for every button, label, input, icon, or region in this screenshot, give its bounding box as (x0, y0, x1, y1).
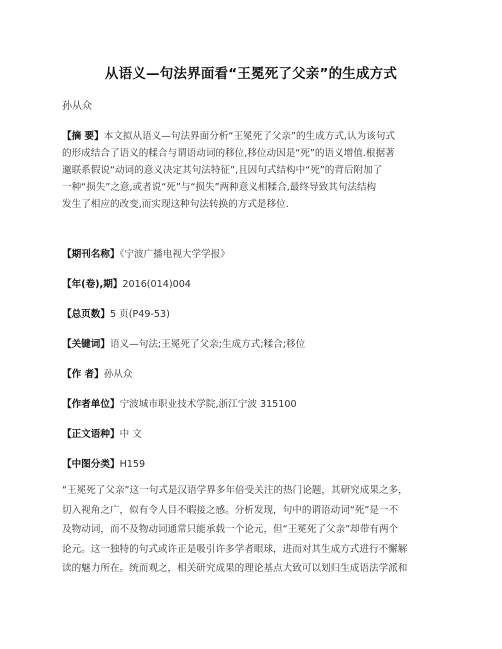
field-journal-name (62, 246, 230, 260)
body-line: 切入视角之广，似有令人目不暇接之感。分析发现，句中的谓语动词“死”是一不 (62, 504, 399, 516)
field-volume-issue (62, 276, 191, 290)
field-label: 【关键词】 (62, 339, 110, 350)
abstract-text: 本文拟从语义—句法界面分析“王冕死了父亲”的生成方式,认为该句式 (103, 131, 395, 142)
field-label: 【中图分类】 (62, 459, 120, 470)
body-line: 论元。这一独特的句式或许正是吸引许多学者眼球，进而对其生成方式进行不懈解 (62, 543, 408, 555)
field-affiliation (62, 396, 297, 410)
field-value: 《宁波广播电视大学学报》 (119, 249, 230, 260)
field-label: 【期刊名称】 (62, 249, 120, 260)
field-page-count (62, 306, 170, 320)
field-value: 中 文 (119, 429, 142, 440)
field-value: 5 页(P49-53) (109, 309, 170, 320)
field-label: 【总页数】 (62, 309, 110, 320)
abstract-line: 一种“损失”之意,或者说“死”与“损失”两种意义相糅合,最终导致其句法结构 (62, 182, 377, 193)
field-label: 【作者单位】 (62, 399, 120, 410)
field-language (62, 426, 142, 440)
author-name: 孙从众 (62, 101, 92, 112)
field-label: 【作 者】 (62, 369, 104, 380)
abstract-block (62, 128, 440, 213)
field-value: 语义—句法;王冕死了父亲;生成方式;糅合;移位 (109, 339, 306, 350)
abstract-line: 发生了相应的改变,而实现这种句法转换的方式是移位. (62, 199, 289, 210)
body-line: 及物动词，而不及物动词通常只能承载一个论元，但“王冕死了父亲”却带有两个 (62, 524, 399, 536)
body-line: 读的魅力所在。统而观之，相关研究成果的理论基点大致可以划归生成语法学派和 (62, 563, 408, 575)
body-line: “王冕死了父亲”这一句式是汉语学界多年倍受关注的热门论题，其研究成果之多， (62, 485, 408, 496)
abstract-label: 【摘 要】 (62, 131, 104, 142)
field-label: 【正文语种】 (62, 429, 120, 440)
field-keywords (62, 336, 305, 350)
field-author (62, 366, 133, 380)
field-label: 【年(卷),期】 (62, 279, 123, 290)
abstract-line (62, 128, 440, 145)
field-value: 孙从众 (103, 369, 133, 380)
field-value: 2016(014)004 (122, 279, 191, 290)
field-value: 宁波城市职业技术学院,浙江宁波 315100 (119, 399, 297, 410)
abstract-line: 的形成结合了语义的糅合与谓语动词的移位,移位动因是“死”的语义增值.根据著 (62, 148, 395, 159)
body-paragraph (62, 481, 442, 579)
field-value: H159 (119, 459, 146, 470)
abstract-line: 邋联系假说“动词的意义决定其句法特征”,且因句式结构中“死”的背后附加了 (62, 165, 383, 176)
document-title: 从语义—句法界面看“王冕死了父亲”的生成方式 (104, 66, 398, 82)
field-classification (62, 456, 145, 470)
